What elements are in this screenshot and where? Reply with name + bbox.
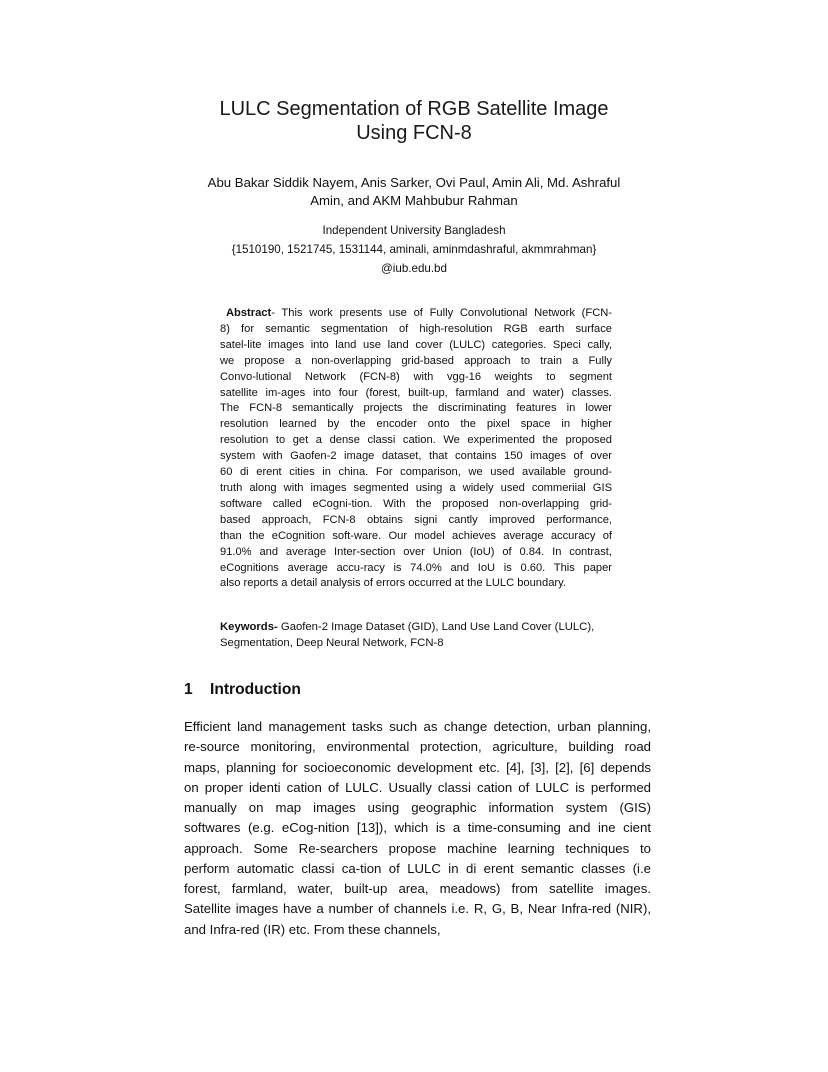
authors-line-1: Abu Bakar Siddik Nayem, Anis Sarker, Ovi Paul, Amin Ali, Md. Ashraful bbox=[207, 175, 621, 190]
author-list bbox=[0, 174, 828, 210]
abstract-line: eCognitions average accu-racy is 74.0% and IoU is 0.60. This paper bbox=[220, 561, 612, 574]
introduction-paragraph bbox=[184, 717, 651, 940]
abstract-line: resolution to get a dense classi cation. We experimented the proposed bbox=[220, 434, 612, 447]
section-title: Introduction bbox=[210, 681, 301, 698]
abstract-label: Abstract bbox=[226, 307, 272, 319]
body-line: manually on map images using geographic information system (GIS) bbox=[184, 800, 651, 815]
keywords-line-1 bbox=[220, 619, 630, 635]
abstract-line: resolution learned by the encoder onto the pixel space in higher bbox=[220, 418, 612, 431]
abstract-line-text: - This work presents use of Fully Convolutional Network (FCN- bbox=[271, 307, 612, 319]
abstract-line: we propose a non-overlapping grid-based approach to train a Fully bbox=[220, 354, 612, 367]
keywords-label: Keywords- bbox=[220, 621, 278, 633]
abstract bbox=[220, 306, 612, 592]
abstract-line: 8) for semantic segmentation of high-resolution RGB earth surface bbox=[220, 322, 612, 335]
body-line: perform automatic classi ca-tion of LULC in di erent semantic classes (i.e bbox=[184, 860, 651, 876]
abstract-line: Convo-lutional Network (FCN-8) with vgg-16 weights to segment bbox=[220, 370, 612, 383]
section-number: 1 bbox=[184, 681, 193, 698]
abstract-line: software called eCogni-tion. With the proposed non-overlapping grid- bbox=[220, 497, 612, 510]
authors-line-2: Amin, and AKM Mahbubur Rahman bbox=[310, 193, 518, 208]
body-line: Efficient land management tasks such as change detection, urban planning, bbox=[184, 719, 651, 734]
body-line: on proper identi cation of LULC. Usually classi cation of LULC is performed bbox=[184, 779, 651, 795]
abstract-line: satellite im-ages into four (forest, built-up, farmland and water) classes. bbox=[220, 386, 612, 399]
affiliation bbox=[0, 221, 828, 278]
emails-line-1: {1510190, 1521745, 1531144, aminali, aminmdashraful, akmmrahman} bbox=[231, 243, 597, 256]
abstract-line: system with Gaofen-2 image dataset, that contains 150 images of over bbox=[220, 450, 612, 463]
body-line: softwares (e.g. eCog-nition [13]), which is a time-consuming and ine cient bbox=[184, 820, 651, 836]
body-line: approach. Some Re-searchers propose machine learning techniques to bbox=[184, 840, 651, 856]
section-heading bbox=[184, 680, 301, 700]
body-line: Satellite images have a number of channels i.e. R, G, B, Near Infra-red (NIR), bbox=[184, 901, 651, 917]
abstract-line: truth along with images segmented using a widely used commeriial GIS bbox=[220, 481, 612, 494]
body-line: forest, farmland, water, built-up area, meadows) from satellite images. bbox=[184, 881, 651, 896]
body-line: and Infra-red (IR) etc. From these channels, bbox=[184, 921, 441, 937]
abstract-line: based approach, FCN-8 obtains signi cantly improved performance, bbox=[220, 513, 612, 526]
paper-title bbox=[0, 97, 828, 145]
abstract-line: The FCN-8 semantically projects the discriminating features in lower bbox=[220, 402, 612, 415]
body-line: re-source monitoring, environmental protection, agriculture, building road bbox=[184, 739, 651, 755]
body-line: maps, planning for socioeconomic development etc. [4], [3], [2], [6] depends bbox=[184, 759, 651, 775]
keywords bbox=[220, 619, 630, 651]
abstract-line: satel-lite images into land use land cover (LULC) categories. Speci cally, bbox=[220, 338, 612, 351]
abstract-line: 91.0% and average Inter-section over Union (IoU) of 0.84. In contrast, bbox=[220, 545, 612, 558]
abstract-line: than the eCognition soft-ware. Our model achieves average accuracy of bbox=[220, 529, 612, 542]
abstract-line: also reports a detail analysis of errors occurred at the LULC boundary. bbox=[220, 577, 566, 590]
title-line-2: Using FCN-8 bbox=[356, 122, 472, 144]
abstract-line: 60 di erent cities in china. For comparison, we used available ground- bbox=[220, 466, 612, 479]
keywords-line-2: Segmentation, Deep Neural Network, FCN-8 bbox=[220, 637, 444, 649]
abstract-line bbox=[220, 306, 612, 322]
emails-line-2: @iub.edu.bd bbox=[381, 262, 447, 275]
institution-name: Independent University Bangladesh bbox=[322, 224, 506, 237]
title-line-1: LULC Segmentation of RGB Satellite Image bbox=[219, 98, 609, 120]
keywords-text: Gaofen-2 Image Dataset (GID), Land Use Land Cover (LULC), bbox=[277, 621, 595, 633]
